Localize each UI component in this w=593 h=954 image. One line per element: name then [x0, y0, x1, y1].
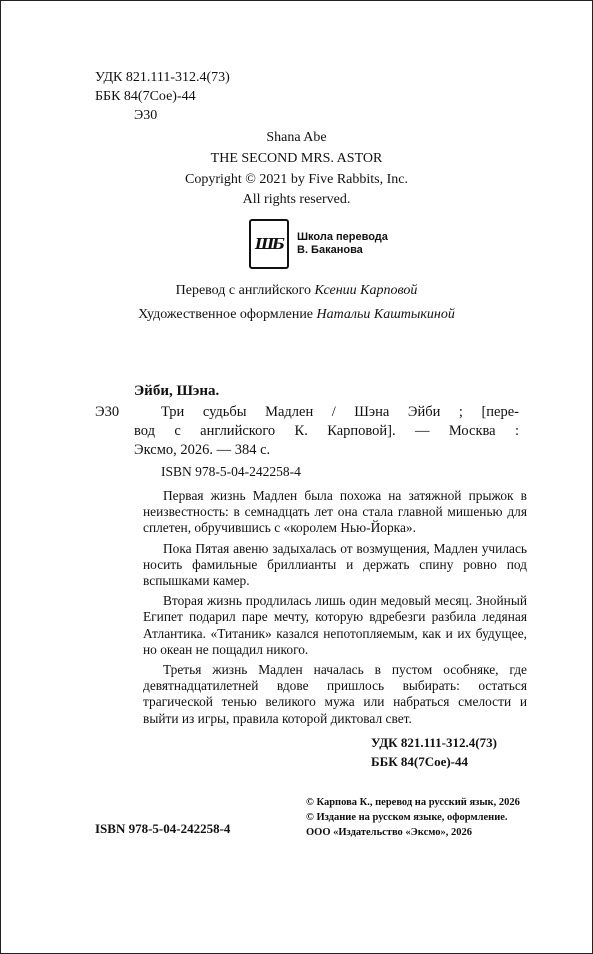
school-name-line1: Школа перевода	[297, 231, 388, 243]
annotation-paragraph: Третья жизнь Мадлен началась в пустом особняке, где девятнадцатилетней вдове пришлось выбирать: остаться трагической тенью великого мужа или набраться смелости и выйти из игры, правила которой диктовал свет.	[143, 662, 527, 726]
original-author: Shana Abe	[266, 130, 327, 145]
translator-name: Ксении Карповой	[314, 283, 418, 298]
bottom-isbn: ISBN 978-5-04-242258-4	[95, 821, 231, 836]
original-title: THE SECOND MRS. ASTOR	[210, 151, 383, 166]
designer-name: Натальи Каштыкиной	[316, 307, 455, 322]
school-emblem-icon: ШБ	[249, 219, 289, 269]
translation-credit	[1, 282, 592, 300]
translation-school-logo	[249, 219, 388, 269]
translation-label: Перевод с английского	[175, 283, 315, 298]
bottom-udk: УДК 821.111-312.4(73)	[371, 735, 497, 750]
copyright-translation: © Карпова К., перевод на русский язык, 2026	[306, 797, 520, 808]
design-credit	[1, 306, 592, 324]
original-rights: All rights reserved.	[242, 192, 351, 207]
original-copyright: Copyright © 2021 by Five Rabbits, Inc.	[185, 172, 408, 187]
copyright-publisher: ООО «Издательство «Эксмо», 2026	[306, 827, 473, 838]
catalog-line-2: вод с английского К. Карповой]. — Москва :	[134, 423, 519, 439]
bbk-code: ББК 84(7Сое)-44	[95, 89, 196, 104]
annotation	[143, 488, 527, 731]
copyright-edition: © Издание на русском языке, оформление.	[306, 812, 508, 823]
school-name	[297, 231, 388, 257]
catalog-mark: Э30	[95, 404, 120, 420]
bottom-bbk: ББК 84(7Сое)-44	[371, 754, 469, 769]
annotation-paragraph: Пока Пятая авеню задыхалась от возмущения, Мадлен училась носить фамильные бриллианты и держать спину ровно под вспышками камер.	[143, 540, 527, 589]
design-label: Художественное оформление	[138, 307, 317, 322]
catalog-author-heading: Эйби, Шэна.	[134, 383, 220, 399]
school-name-line2: В. Баканова	[297, 244, 363, 256]
annotation-paragraph: Вторая жизнь продлилась лишь один медовый месяц. Знойный Египет подарил паре мечту, которую вдребезги разбила ледяная Атлантика. «Титаник» казался непотопляемым, как и их будущее, но океан не пощадил никого.	[143, 593, 527, 657]
catalog-line-3: Эксмо, 2026. — 384 с.	[134, 442, 271, 458]
catalog-isbn: ISBN 978-5-04-242258-4	[161, 464, 301, 479]
udk-code: УДК 821.111-312.4(73)	[95, 70, 230, 85]
catalog-line-1: Три судьбы Мадлен / Шэна Эйби ; [пере-	[161, 404, 519, 420]
author-mark: Э30	[134, 108, 158, 123]
annotation-paragraph: Первая жизнь Мадлен была похожа на затяжной прыжок в неизвестность: в семнадцать лет она стала главной мишенью для сплетен, обручившись с «королем Нью-Йорка».	[143, 488, 527, 536]
